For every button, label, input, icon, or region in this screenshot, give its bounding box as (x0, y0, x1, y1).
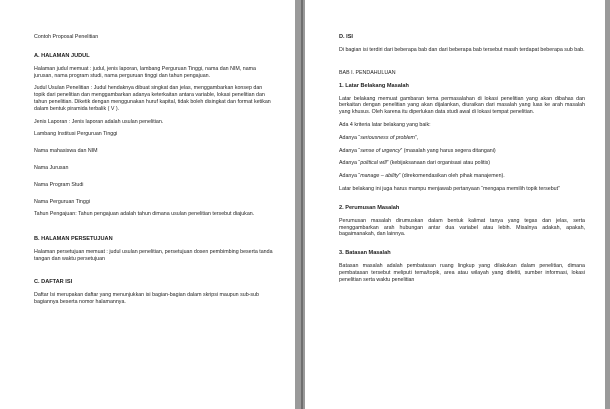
paragraph: Ada 4 kriteria latar belakang yang baik: (339, 121, 431, 128)
paragraph: Halaman persetujuan memuat : judul usulan penelitian, persetujuan dosen pembimbing beserta tanda tangan dan waktu persetujuan (34, 249, 273, 262)
paragraph: Latar belakang ini juga harus mampu menjawab pertanyaan “mengapa memilih topik tersebut” (339, 185, 560, 192)
paragraph: Jenis Laporan : Jenis laporan adalah usulan penelitian. (34, 118, 164, 125)
paragraph: Nama Jurusan (34, 164, 69, 171)
document-page-left (0, 0, 295, 409)
subsection-2-heading: 2. Perumusan Masalah (339, 204, 400, 211)
section-c-heading: C. DAFTAR ISI (34, 278, 73, 285)
criteria-item: Adanya “seriousness of problem”, (339, 134, 419, 141)
section-a-heading: A. HALAMAN JUDUL (34, 52, 90, 59)
paragraph: Latar belakang memuat gambaran tema permasalahan di lokasi penelitian yang akan dibahas dan berkaitan dengan penelitian yang akan dijalankan, diuraikan dari masalah yang luas ke arah masalah yang khusus. Oleh karena itu diperlukan data studi awal di lokasi tempat penelitian. (339, 95, 585, 116)
criteria-item: Adanya “political will” (kebijaksanaan dari organisasi atau politis) (339, 160, 491, 167)
paragraph: Lambang Institusi Perguruan Tinggi (34, 131, 118, 138)
page-edge-divider (301, 0, 303, 409)
paragraph: Judul Usulan Penelitian : Judul hendaknya dibuat singkat dan jelas, menggambarkan konsep dan topik dari penelitian dan menggambarkan adanya keterkaitan antara variable, lokasi penelitian dan tahun penelitian. Diketik dengan menggunakan huruf kapital, tidak boleh disingkat dan format ketikan dalam bentuk piramida terbalik ( V ). (34, 85, 271, 112)
paragraph: Daftar Isi merupakan daftar yang menunjukkan isi bagian-bagian dalam skripsi maupun sub-sub bagiannya beserta nomor halamannya. (34, 291, 259, 305)
window-margin-right (605, 0, 610, 409)
paragraph: Batasan masalah adalah pembatasan ruang lingkup yang dilakukan dalam penelitian, dimana pembatasan tersebut meliputi tema/topik, area atau wilayah yang diteliti, sumber informasi, lokasi penelitian serta waktu penelitian (339, 263, 585, 283)
paragraph: Halaman judul memuat : judul, jenis laporan, lambang Perguruan Tinggi, nama dan NIM, nama jurusan, nama program studi, nama perguruan tinggi dan tahun pengajuan. (34, 65, 257, 79)
subsection-3-heading: 3. Batasan Masalah (339, 250, 391, 257)
paragraph: Di bagian isi terdiri dari beberapa bab dan dari beberapa bab tersebut masih terdapat beberapa sub bab. (339, 47, 585, 53)
paragraph: Nama Program Studi (34, 181, 84, 188)
subsection-1-heading: 1. Latar Belakang Masalah (339, 82, 409, 89)
paragraph: Tahun Pengajuan: Tahun pengajuan adalah tahun dimana usulan penelitian tersebut diajukan. (34, 211, 255, 218)
criteria-item: Adanya “sense of urgency” (masalah yang harus segera ditangani) (339, 147, 496, 154)
page-gap (295, 0, 305, 409)
paragraph: Nama mahasiswa dan NIM (34, 148, 98, 155)
paragraph: Perumusan masalah dirumuskan dalam bentuk kalimat tanya yang tegas dan jelas, serta menggambarkan arah hubungan antar dua variabel atau lebih. Misalnya adakah, apakah, bagaimanakah, dan lainnya. (339, 217, 585, 238)
doc-title: Contoh Proposal Penelitian (34, 34, 99, 40)
document-page-right (305, 0, 605, 409)
criteria-item: Adanya “manage – ability” (direkomendasikan oleh pihak manajemen). (339, 173, 505, 180)
section-b-heading: B. HALAMAN PERSETUJUAN (34, 236, 113, 243)
paragraph: Nama Perguruan Tinggi (34, 198, 90, 205)
bab-heading: BAB I. PENDAHULUAN (339, 69, 396, 76)
section-d-heading: D. ISI (339, 34, 353, 40)
